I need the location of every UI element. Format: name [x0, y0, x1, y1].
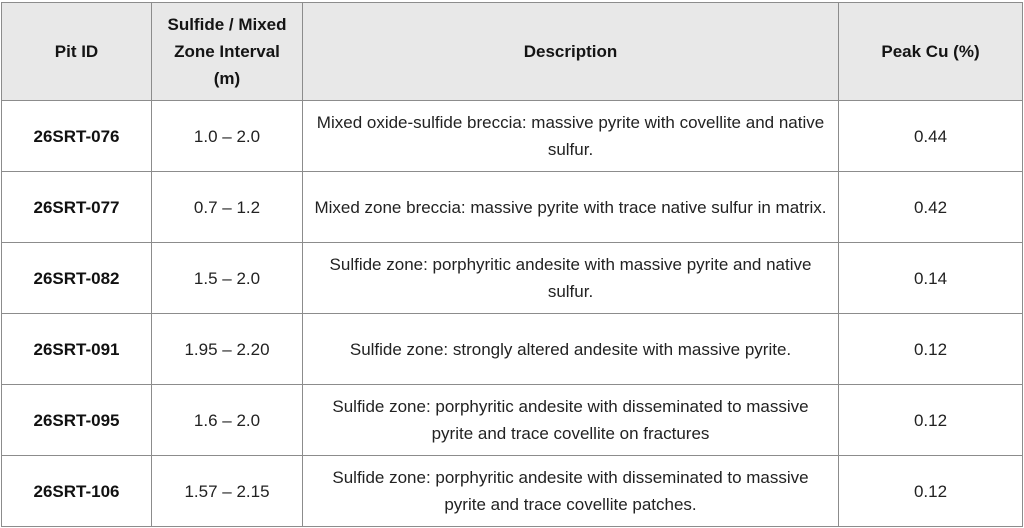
- cell-description: Sulfide zone: porphyritic andesite with massive pyrite and native sulfur.: [303, 243, 839, 314]
- cell-peak-cu: 0.44: [839, 101, 1023, 172]
- cell-peak-cu: 0.12: [839, 456, 1023, 527]
- header-interval: [152, 3, 303, 101]
- cell-description: Sulfide zone: porphyritic andesite with disseminated to massive pyrite and trace covellite patches.: [303, 456, 839, 527]
- table-row: [2, 172, 1023, 243]
- cell-interval: 0.7 – 1.2: [152, 172, 303, 243]
- header-pit-id: Pit ID: [2, 3, 152, 101]
- cell-pit-id: 26SRT-091: [2, 314, 152, 385]
- cell-interval: 1.57 – 2.15: [152, 456, 303, 527]
- cell-description: Sulfide zone: porphyritic andesite with disseminated to massive pyrite and trace covellite on fractures: [303, 385, 839, 456]
- cell-interval: 1.95 – 2.20: [152, 314, 303, 385]
- cell-pit-id: 26SRT-095: [2, 385, 152, 456]
- table-row: [2, 243, 1023, 314]
- header-interval-label: Sulfide / Mixed Zone Interval (m): [167, 15, 287, 88]
- table-row: [2, 456, 1023, 527]
- pit-sulfide-table-container: [1, 2, 1022, 527]
- table-row: [2, 101, 1023, 172]
- cell-pit-id: 26SRT-076: [2, 101, 152, 172]
- cell-interval: 1.5 – 2.0: [152, 243, 303, 314]
- table-header: [2, 3, 1023, 101]
- cell-interval: 1.6 – 2.0: [152, 385, 303, 456]
- cell-pit-id: 26SRT-106: [2, 456, 152, 527]
- header-peak-cu: Peak Cu (%): [839, 3, 1023, 101]
- table-body: [2, 101, 1023, 527]
- cell-peak-cu: 0.12: [839, 385, 1023, 456]
- cell-pit-id: 26SRT-082: [2, 243, 152, 314]
- cell-pit-id: 26SRT-077: [2, 172, 152, 243]
- header-description: Description: [303, 3, 839, 101]
- cell-peak-cu: 0.12: [839, 314, 1023, 385]
- cell-peak-cu: 0.42: [839, 172, 1023, 243]
- table-row: [2, 314, 1023, 385]
- cell-description: Sulfide zone: strongly altered andesite with massive pyrite.: [303, 314, 839, 385]
- cell-interval: 1.0 – 2.0: [152, 101, 303, 172]
- cell-peak-cu: 0.14: [839, 243, 1023, 314]
- cell-description: Mixed oxide-sulfide breccia: massive pyrite with covellite and native sulfur.: [303, 101, 839, 172]
- pit-sulfide-table: [1, 2, 1023, 527]
- table-row: [2, 385, 1023, 456]
- header-row: [2, 3, 1023, 101]
- cell-description: Mixed zone breccia: massive pyrite with trace native sulfur in matrix.: [303, 172, 839, 243]
